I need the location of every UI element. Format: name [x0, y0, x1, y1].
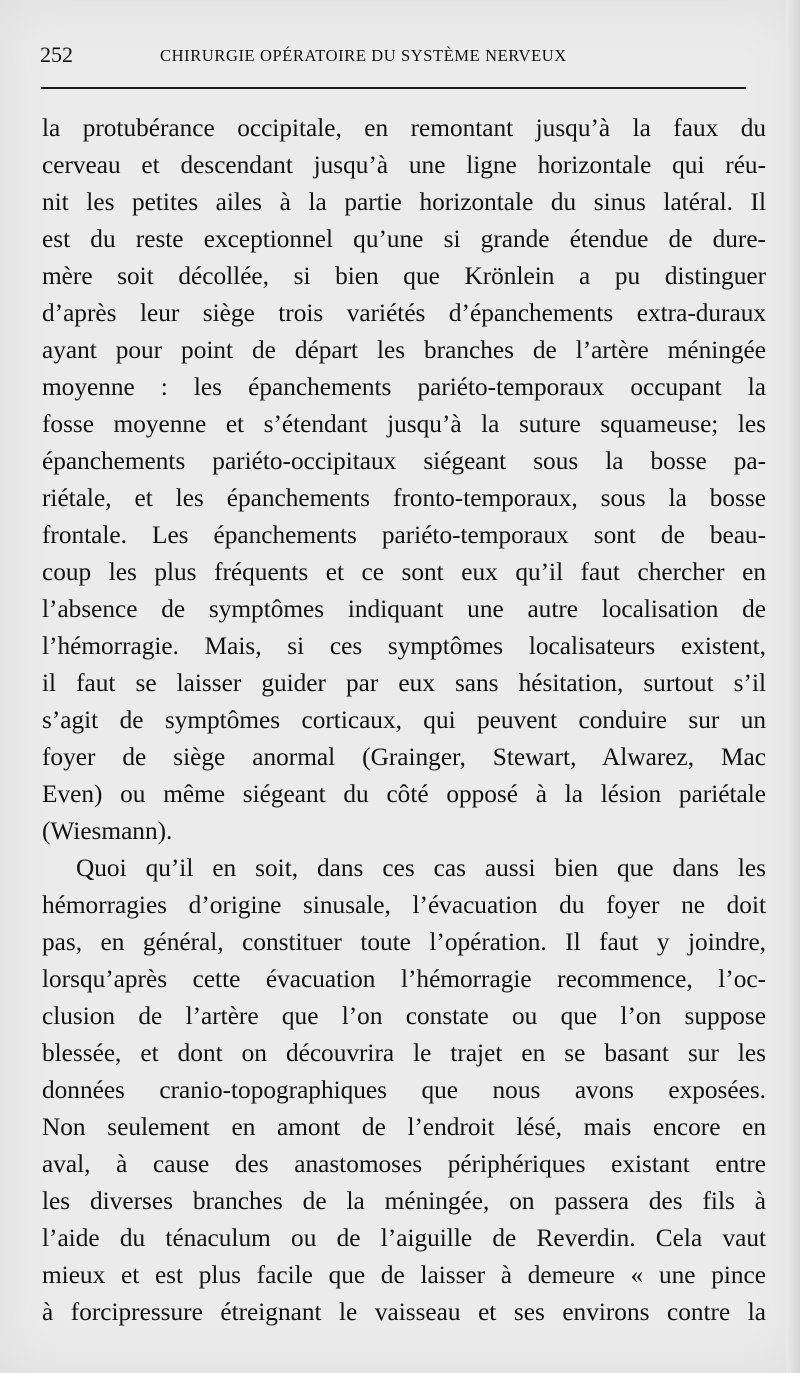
text-line: l’absence de symptômes indiquant une autre localisation de	[42, 595, 766, 623]
running-title: CHIRURGIE OPÉRATOIRE DU SYSTÈME NERVEUX	[160, 46, 567, 65]
page-number: 252	[40, 42, 73, 67]
text-line: pas, en général, constituer toute l’opération. Il faut y joindre,	[42, 928, 766, 956]
text-line: Even) ou même siégeant du côté opposé à la lésion pariétale	[42, 780, 766, 808]
text-line: mère soit décollée, si bien que Krönlein a pu distinguer	[42, 262, 766, 290]
text-line: fosse moyenne et s’étendant jusqu’à la suture squameuse; les	[42, 410, 766, 438]
text-line: Non seulement en amont de l’endroit lésé, mais encore en	[42, 1113, 766, 1141]
text-line: données cranio-topographiques que nous avons exposées.	[42, 1076, 766, 1104]
text-line: moyenne : les épanchements pariéto-temporaux occupant la	[42, 373, 766, 401]
text-line: blessée, et dont on découvrira le trajet en se basant sur les	[42, 1039, 766, 1067]
text-line: est du reste exceptionnel qu’une si grande étendue de dure-	[42, 225, 766, 253]
scan-edge-shadow	[786, 0, 800, 1373]
text-line: clusion de l’artère que l’on constate ou que l’on suppose	[42, 1002, 766, 1030]
text-line: épanchements pariéto-occipitaux siégeant sous la bosse pa-	[42, 447, 766, 475]
paragraph-2	[42, 850, 766, 1331]
paragraph-1	[42, 110, 766, 850]
text-line: l’aide du ténaculum ou de l’aiguille de Reverdin. Cela vaut	[42, 1224, 766, 1252]
page-header	[40, 38, 745, 74]
text-line: à forcipressure étreignant le vaisseau et ses environs contre la	[42, 1298, 766, 1326]
text-line: mieux et est plus facile que de laisser à demeure « une pince	[42, 1261, 766, 1289]
text-line: nit les petites ailes à la partie horizontale du sinus latéral. Il	[42, 188, 766, 216]
text-line: frontale. Les épanchements pariéto-temporaux sont de beau-	[42, 521, 766, 549]
text-line: s’agit de symptômes corticaux, qui peuvent conduire sur un	[42, 706, 766, 734]
text-line: hémorragies d’origine sinusale, l’évacuation du foyer ne doit	[42, 891, 766, 919]
header-rule	[41, 87, 746, 89]
text-line: les diverses branches de la méningée, on passera des fils à	[42, 1187, 766, 1215]
text-line: l’hémorragie. Mais, si ces symptômes localisateurs existent,	[42, 632, 766, 660]
text-line: (Wiesmann).	[42, 817, 173, 845]
text-line: riétale, et les épanchements fronto-temporaux, sous la bosse	[42, 484, 766, 512]
text-line: ayant pour point de départ les branches de l’artère méningée	[42, 336, 766, 364]
text-line: il faut se laisser guider par eux sans hésitation, surtout s’il	[42, 669, 766, 697]
text-line: lorsqu’après cette évacuation l’hémorragie recommence, l’oc-	[42, 965, 766, 993]
text-line: cerveau et descendant jusqu’à une ligne horizontale qui réu-	[42, 151, 766, 179]
text-line: Quoi qu’il en soit, dans ces cas aussi bien que dans les	[76, 854, 766, 882]
text-line: d’après leur siège trois variétés d’épanchements extra-duraux	[42, 299, 766, 327]
text-line: aval, à cause des anastomoses périphériques existant entre	[42, 1150, 766, 1178]
text-line: coup les plus fréquents et ce sont eux qu’il faut chercher en	[42, 558, 766, 586]
text-line: foyer de siège anormal (Grainger, Stewart, Alwarez, Mac	[42, 743, 766, 771]
text-line: la protubérance occipitale, en remontant jusqu’à la faux du	[42, 114, 766, 142]
body-text	[42, 110, 766, 1331]
